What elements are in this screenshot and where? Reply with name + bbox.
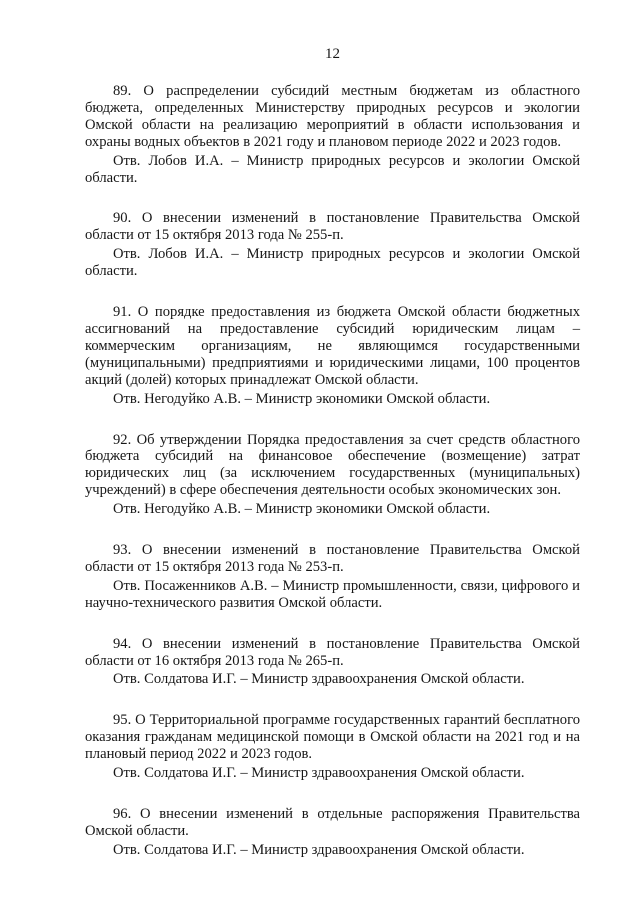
agenda-item-90 (85, 210, 580, 280)
agenda-item-responsible: Отв. Негодуйко А.В. – Министр экономики Омской области. (113, 501, 491, 518)
agenda-item-text: 92. Об утверждении Порядка предоставления за счет средств областного бюджета субсидий на финансовое обеспечение (возмещение) затрат юридических лиц (за исключением государственных (муниципальных) учреждений) в сфере обеспечения деятельности особых экономических зон. (85, 431, 580, 499)
agenda-item-text: 93. О внесении изменений в постановление Правительства Омской области от 15 октября 2013 года № 253-п. (85, 542, 580, 575)
agenda-item-text: 95. О Территориальной программе государственных гарантий бесплатного оказания гражданам медицинской помощи в Омской области на 2021 год и на плановый период 2022 и 2023 годов. (85, 712, 580, 763)
agenda-item-responsible: Отв. Солдатова И.Г. – Министр здравоохранения Омской области. (113, 841, 525, 858)
agenda-item-text: 90. О внесении изменений в постановление Правительства Омской области от 15 октября 2013 года № 255-п. (85, 210, 580, 244)
agenda-item-89 (85, 83, 580, 186)
agenda-item-91 (85, 304, 580, 407)
agenda-item-96 (85, 806, 580, 859)
agenda-item-text: 91. О порядке предоставления из бюджета Омской области бюджетных ассигнований на предоставление субсидий юридическим лицам – коммерческим организациям, не являющимся государственными (муниципальными) предприятиями и юридическими лицами, 100 процентов акций (долей) которых принадлежат Омской области. (85, 304, 580, 388)
agenda-item-text: 89. О распределении субсидий местным бюджетам из областного бюджета, определенных Министерству природных ресурсов и экологии Омской области на реализацию мероприятий в области использования и охраны водных объектов в 2021 году и плановом периоде 2022 и 2023 годов. (85, 83, 580, 150)
page-number: 12 (325, 46, 340, 62)
agenda-item-responsible: Отв. Лобов И.А. – Министр природных ресурсов и экологии Омской области. (85, 152, 580, 186)
agenda-item-95 (85, 712, 580, 782)
agenda-item-93 (85, 542, 580, 612)
agenda-item-94 (85, 636, 580, 689)
agenda-item-responsible: Отв. Негодуйко А.В. – Министр экономики Омской области. (113, 390, 491, 407)
agenda-item-responsible: Отв. Солдатова И.Г. – Министр здравоохранения Омской области. (113, 765, 525, 782)
agenda-item-responsible: Отв. Лобов И.А. – Министр природных ресурсов и экологии Омской области. (85, 246, 580, 280)
agenda-item-92 (85, 432, 580, 519)
agenda-item-text: 94. О внесении изменений в постановление Правительства Омской области от 16 октября 2013 года № 265-п. (85, 635, 580, 669)
agenda-item-responsible: Отв. Солдатова И.Г. – Министр здравоохранения Омской области. (113, 671, 525, 688)
agenda-item-responsible: Отв. Посаженников А.В. – Министр промышленности, связи, цифрового и научно-технического развития Омской области. (85, 577, 580, 611)
agenda-item-text: 96. О внесении изменений в отдельные распоряжения Правительства Омской области. (85, 806, 580, 839)
